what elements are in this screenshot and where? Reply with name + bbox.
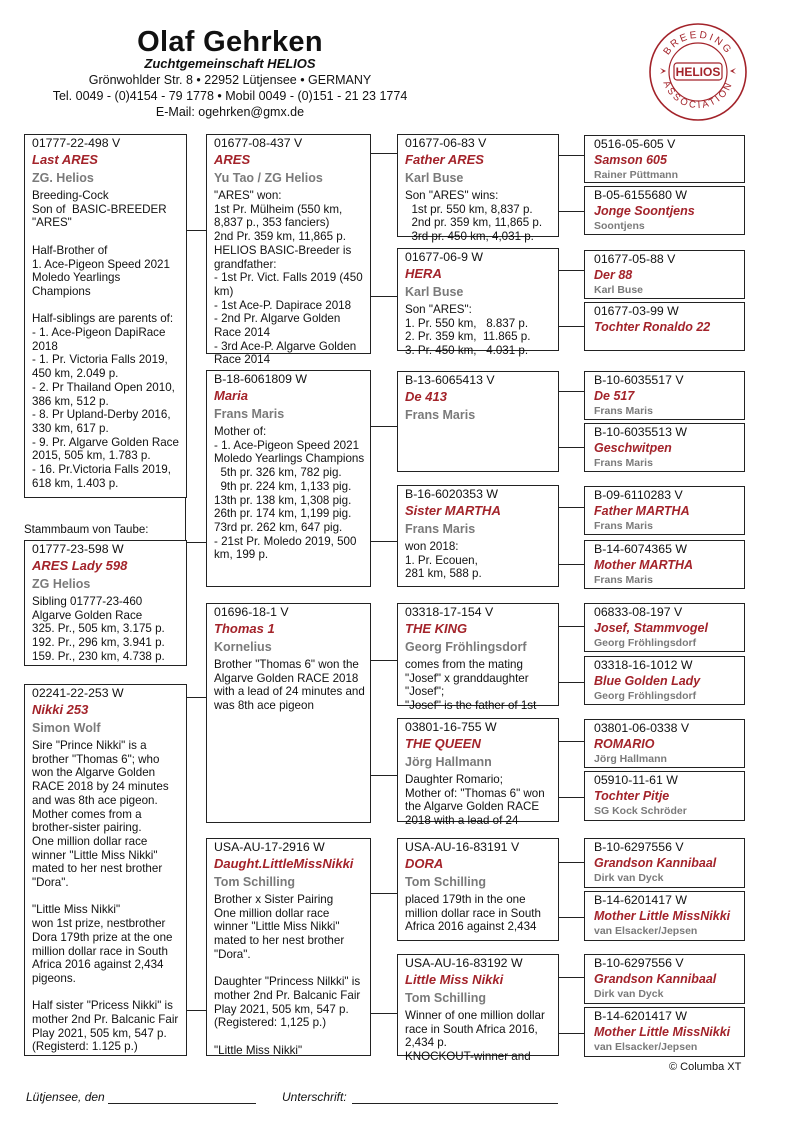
ring-number: B-10-6297556 V	[594, 956, 684, 970]
connector-line	[370, 775, 397, 776]
connector-line	[370, 893, 397, 894]
pigeon-name: DORA	[405, 856, 444, 871]
owner-name: Frans Maris	[594, 457, 653, 469]
pigeon-card-gen3[interactable]	[397, 718, 559, 828]
pigeon-card-gen4[interactable]	[584, 371, 745, 420]
owner-name: SG Kock Schröder	[594, 805, 687, 817]
pigeon-description: Brother x Sister Pairing One million dollar race winner "Little Miss Nikki" mated to her nest brother "Dora". Daughter "Princess Nilkki" is mother 2nd Pr. Balcanic Fair Play 2021, 505 km, 547 p. (Registered: 1,125 p.) "Little Miss Nikki"	[214, 893, 361, 1057]
date-line[interactable]	[108, 1103, 256, 1104]
owner-name: Frans Maris	[405, 408, 476, 422]
logo-center-text: HELIOS	[675, 65, 721, 79]
wing-right-icon	[730, 68, 736, 74]
owner-name: Frans Maris	[214, 407, 285, 421]
connector-line	[185, 542, 206, 543]
pigeon-card-sibling[interactable]	[24, 684, 187, 1056]
pigeon-name: Thomas 1	[214, 621, 275, 636]
wing-left-icon	[660, 68, 666, 74]
connector-line	[558, 155, 584, 156]
ring-number: B-10-6035513 W	[594, 425, 687, 439]
ring-number: B-10-6035517 V	[594, 373, 684, 387]
pigeon-description: Sire "Prince Nikki" is a brother "Thomas 6"; who won the Algarve Golden RACE 2018 by 24 minutes and was 8th ace pigeon. Mother comes from a brother-sister pairing. One million dollar race winner "Little Miss Nikki" mated to her nest brother "Dora". "Little Miss Nikki" won 1st prize, nestbrother Dora 179th prize at the one million dollar race in South Africa 2016 against 2,434 pigeons. Half sister "Pricess Nikki" is mother 2nd Pr. Balcanic Fair Play 2021, 505 km, 547 p. (Registerd: 1.125 p.)	[32, 739, 179, 1054]
connector-line	[558, 326, 584, 327]
pigeon-card-gen4[interactable]	[584, 302, 745, 351]
connector-line	[558, 682, 584, 683]
owner-name: Jörg Hallmann	[405, 755, 492, 769]
owner-name: Simon Wolf	[32, 721, 101, 735]
ring-number: B-14-6201417 W	[594, 893, 687, 907]
pigeon-card-gen4[interactable]	[584, 656, 745, 705]
pigeon-name: Nikki 253	[32, 702, 89, 717]
connector-line	[558, 564, 584, 565]
breeder-phone: Tel. 0049 - (0)4154 - 79 1778 • Mobil 0049 - (0)151 - 21 23 1774	[52, 89, 408, 103]
owner-name: Karl Buse	[405, 171, 464, 185]
pigeon-card-gen3[interactable]	[397, 954, 559, 1064]
pigeon-card-mother[interactable]	[206, 370, 371, 587]
pigeon-card-father[interactable]	[206, 134, 371, 367]
owner-name: Tom Schilling	[214, 875, 296, 889]
ring-number: B-18-6061809 W	[214, 372, 307, 386]
ring-number: 01696-18-1 V	[214, 605, 289, 619]
ring-number: 01677-06-83 V	[405, 136, 487, 150]
pigeon-description: Sibling 01777-23-460 Algarve Golden Race 325. Pr., 505 km, 3.175 p. 192. Pr., 296 km, 3.941 p. 159. Pr., 230 km, 4.738 p.	[32, 595, 165, 663]
ring-number: B-10-6297556 V	[594, 840, 684, 854]
pigeon-name: ROMARIO	[594, 737, 655, 751]
ring-number: USA-AU-16-83192 W	[405, 956, 523, 970]
pigeon-card-sibling[interactable]	[24, 540, 187, 666]
ring-number: B-05-6155680 W	[594, 188, 687, 202]
pigeon-name: Jonge Soontjens	[594, 204, 695, 218]
stammbaum-label: Stammbaum von Taube:	[24, 524, 149, 536]
owner-name: Jörg Hallmann	[594, 753, 667, 765]
owner-name: Georg Fröhlingsdorf	[594, 637, 697, 649]
connector-line	[185, 230, 206, 231]
owner-name: Soontjens	[594, 220, 645, 232]
pigeon-name: Grandson Kannibaal	[594, 856, 717, 870]
pigeon-card-gen4[interactable]	[584, 423, 745, 472]
pigeon-name: ARES	[214, 152, 251, 167]
pigeon-description: "ARES" won: 1st Pr. Mülheim (550 km, 8,837 p., 353 fanciers) 2nd Pr. 359 km, 11,865 p. HELIOS BASIC-Breeder is grandfather: - 1st Pr. Vict. Falls 2019 (450 km) - 1st Ace-P. Dapirace 2018 - 2nd Pr. Algarve Golden Race 2014 - 3rd Ace-P. Algarve Golden Race 2014	[214, 189, 363, 367]
ring-number: 01777-23-598 W	[32, 542, 124, 556]
pigeon-name: Daught.LittleMissNikki	[214, 856, 354, 871]
pigeon-description: Son "ARES" wins: 1st pr. 550 km, 8,837 p. 2nd pr. 359 km, 11,865 p. 3rd pr. 450 km, 4,031 p.	[405, 189, 543, 244]
pigeon-description: Winner of one million dollar race in South Africa 2016, 2,434 p. KNOCKOUT-winner and	[405, 1009, 545, 1064]
connector-line	[370, 426, 397, 427]
pigeon-description: won 2018: 1. Pr. Ecouen, 281 km, 588 p.	[405, 540, 482, 581]
ring-number: 03801-16-755 W	[405, 720, 497, 734]
pigeon-card-gen4[interactable]	[584, 838, 745, 888]
owner-name: Tom Schilling	[405, 991, 487, 1005]
pigeon-card-grandsire[interactable]	[206, 603, 371, 823]
pigeon-description: Son "ARES": 1. Pr. 550 km, 8.837 p. 2. Pr. 359 km, 11.865 p. 3. Pr. 450 km, 4.031 p.	[405, 303, 531, 358]
logo-bottom-text: ASSOCIATION	[660, 79, 736, 112]
pigeon-description: comes from the mating "Josef" x granddaughter "Josef"; "Josef" is the father of 1st	[405, 658, 537, 713]
pigeon-card-gen4[interactable]	[584, 186, 745, 235]
pigeon-card-gen4[interactable]	[584, 719, 745, 768]
owner-name: Georg Fröhlingsdorf	[405, 640, 527, 654]
svg-text:ASSOCIATION	[661, 79, 736, 111]
pigeon-card-gen3[interactable]	[397, 838, 559, 941]
ring-number: B-09-6110283 V	[594, 488, 683, 502]
pigeon-card-gen4[interactable]	[584, 540, 745, 589]
copyright-label: © Columba XT	[669, 1061, 742, 1073]
pigeon-name: De 517	[594, 389, 635, 403]
owner-name: Frans Maris	[594, 574, 653, 586]
connector-line	[370, 660, 397, 661]
ring-number: 0516-05-605 V	[594, 137, 676, 151]
ring-number: 01677-08-437 V	[214, 136, 303, 150]
connector-line	[558, 1033, 584, 1034]
pigeon-name: Tochter Ronaldo 22	[594, 320, 711, 334]
owner-name: Dirk van Dyck	[594, 872, 664, 884]
pigeon-description: Breeding-Cock Son of BASIC-BREEDER "ARES" Half-Brother of 1. Ace-Pigeon Speed 2021 Moledo Yearlings Champions Half-siblings are parents of: - 1. Ace-Pigeon DapiRace 2018 - 1. Pr. Victoria Falls 2019, 450 km, 2.049 p. - 2. Pr Thailand Open 2010, 386 km, 512 p. - 8. Pr Upland-Derby 2016, 330 km, 617 p. - 9. Pr. Algarve Golden Race 2015, 505 km, 1.783 p. - 16. Pr.Victoria Falls 2019, 618 km, 1.403 p.	[32, 189, 179, 490]
helios-logo	[648, 22, 748, 122]
connector-line	[558, 741, 584, 742]
pigeon-name: Mother Little MissNikki	[594, 909, 731, 923]
place-date-label: Lütjensee, den	[26, 1090, 105, 1104]
connector-line	[558, 862, 584, 863]
pigeon-card-gen4[interactable]	[584, 771, 745, 821]
pigeon-name: Josef, Stammvogel	[594, 621, 708, 635]
connector-line	[558, 391, 584, 392]
owner-name: Frans Maris	[594, 405, 653, 417]
pigeon-description: Brother "Thomas 6" won the Algarve Golden RACE 2018 with a lead of 24 minutes and was 8th ace pigeon	[214, 658, 369, 713]
connector-line	[370, 153, 397, 154]
owner-name: Frans Maris	[405, 522, 476, 536]
pigeon-name: Father ARES	[405, 152, 484, 167]
pigeon-description: placed 179th in the one million dollar race in South Africa 2016 against 2,434	[405, 893, 544, 934]
connector-line	[370, 1013, 397, 1014]
owner-name: Rainer Püttmann	[594, 169, 679, 181]
ring-number: USA-AU-16-83191 V	[405, 840, 520, 854]
pigeon-name: Mother MARTHA	[594, 558, 694, 572]
pigeon-name: Geschwitpen	[594, 441, 672, 455]
owner-name: Tom Schilling	[405, 875, 487, 889]
pigeon-name: THE QUEEN	[405, 736, 481, 751]
connector-line	[558, 447, 584, 448]
connector-line	[558, 977, 584, 978]
ring-number: B-14-6201417 W	[594, 1009, 687, 1023]
breeder-email: E-Mail: ogehrken@gmx.de	[155, 105, 305, 119]
pigeon-card-gen4[interactable]	[584, 1007, 745, 1057]
pigeon-name: Der 88	[594, 268, 633, 282]
connector-line	[558, 797, 584, 798]
pigeon-description: Mother of: - 1. Ace-Pigeon Speed 2021 Moledo Yearlings Champions 5th pr. 326 km, 782 pig. 9th pr. 224 km, 1,133 pig. 13th pr. 138 km, 1,308 pig. 26th pr. 174 km, 1,199 pig. 73rd pr. 262 km, 647 pig. - 21st Pr. Moledo 2019, 500 km, 199 p.	[214, 425, 365, 562]
pigeon-name: ARES Lady 598	[32, 558, 128, 573]
owner-name: ZG. Helios	[32, 171, 94, 185]
connector-line	[370, 296, 397, 297]
pigeon-name: De 413	[405, 389, 447, 404]
ring-number: 01777-22-498 V	[32, 136, 121, 150]
pigeon-card-gen3[interactable]	[397, 603, 559, 713]
pigeon-card-gen3[interactable]	[397, 485, 559, 587]
pigeon-card-gen3[interactable]	[397, 248, 559, 358]
ring-number: 01677-03-99 W	[594, 304, 679, 318]
owner-name: ZG Helios	[32, 577, 91, 591]
pigeon-name: Last ARES	[32, 152, 98, 167]
ring-number: 01677-06-9 W	[405, 250, 483, 264]
pigeon-name: Grandson Kannibaal	[594, 972, 717, 986]
ring-number: 02241-22-253 W	[32, 686, 124, 700]
pigeon-card-subject[interactable]	[24, 134, 187, 498]
pigeon-card-granddam[interactable]	[206, 838, 371, 1056]
pigeon-name: Little Miss Nikki	[405, 972, 504, 987]
signature-line[interactable]	[352, 1103, 558, 1104]
pigeon-card-gen4[interactable]	[584, 954, 745, 1004]
breeder-subtitle: Zuchtgemeinschaft HELIOS	[144, 56, 316, 71]
signature-label: Unterschrift:	[282, 1090, 347, 1104]
ring-number: 05910-11-61 W	[594, 773, 678, 787]
pigeon-card-gen4[interactable]	[584, 250, 745, 299]
ring-number: 06833-08-197 V	[594, 605, 683, 619]
logo-top-text: BREEDING	[661, 29, 735, 58]
pigeon-card-gen4[interactable]	[584, 891, 745, 941]
breeder-address: Grönwohlder Str. 8 • 22952 Lütjensee • GERMANY	[88, 73, 372, 87]
ring-number: B-16-6020353 W	[405, 487, 498, 501]
connector-line	[558, 507, 584, 508]
pigeon-name: Sister MARTHA	[405, 503, 501, 518]
owner-name: Kornelius	[214, 640, 272, 654]
pigeon-name: Tochter Pitje	[594, 789, 670, 803]
pigeon-card-gen3[interactable]	[397, 134, 559, 244]
pigeon-name: Blue Golden Lady	[594, 674, 701, 688]
connector-line	[185, 697, 206, 698]
owner-name: Karl Buse	[405, 285, 464, 299]
pigeon-card-gen3[interactable]	[397, 371, 559, 472]
ring-number: 03801-06-0338 V	[594, 721, 690, 735]
pigeon-name: Mother Little MissNikki	[594, 1025, 731, 1039]
owner-name: Yu Tao / ZG Helios	[214, 171, 323, 185]
connector-line	[558, 211, 584, 212]
ring-number: USA-AU-17-2916 W	[214, 840, 325, 854]
owner-name: Karl Buse	[594, 284, 644, 296]
pigeon-card-gen4[interactable]	[584, 486, 745, 535]
ring-number: 01677-05-88 V	[594, 252, 676, 266]
owner-name: Frans Maris	[594, 520, 653, 532]
pigeon-card-gen4[interactable]	[584, 603, 745, 652]
pigeon-card-gen4[interactable]	[584, 135, 745, 183]
connector-line	[370, 541, 397, 542]
owner-name: van Elsacker/Jepsen	[594, 1041, 698, 1053]
pigeon-name: HERA	[405, 266, 442, 281]
owner-name: van Elsacker/Jepsen	[594, 925, 698, 937]
connector-line	[558, 917, 584, 918]
pigeon-name: Maria	[214, 388, 248, 403]
ring-number: 03318-17-154 V	[405, 605, 494, 619]
connector-line	[558, 626, 584, 627]
pigeon-name: Samson 605	[594, 153, 667, 167]
pigeon-name: THE KING	[405, 621, 468, 636]
owner-name: Dirk van Dyck	[594, 988, 664, 1000]
connector-line	[185, 1010, 206, 1011]
owner-name: Georg Fröhlingsdorf	[594, 690, 697, 702]
ring-number: B-14-6074365 W	[594, 542, 687, 556]
connector-line	[558, 270, 584, 271]
pigeon-description: Daughter Romario; Mother of: "Thomas 6" won the Algarve Golden RACE 2018 with a lead of 24	[405, 773, 545, 828]
ring-number: B-13-6065413 V	[405, 373, 495, 387]
pigeon-name: Father MARTHA	[594, 504, 690, 518]
ring-number: 03318-16-1012 W	[594, 658, 693, 672]
breeder-name: Olaf Gehrken	[137, 26, 323, 58]
